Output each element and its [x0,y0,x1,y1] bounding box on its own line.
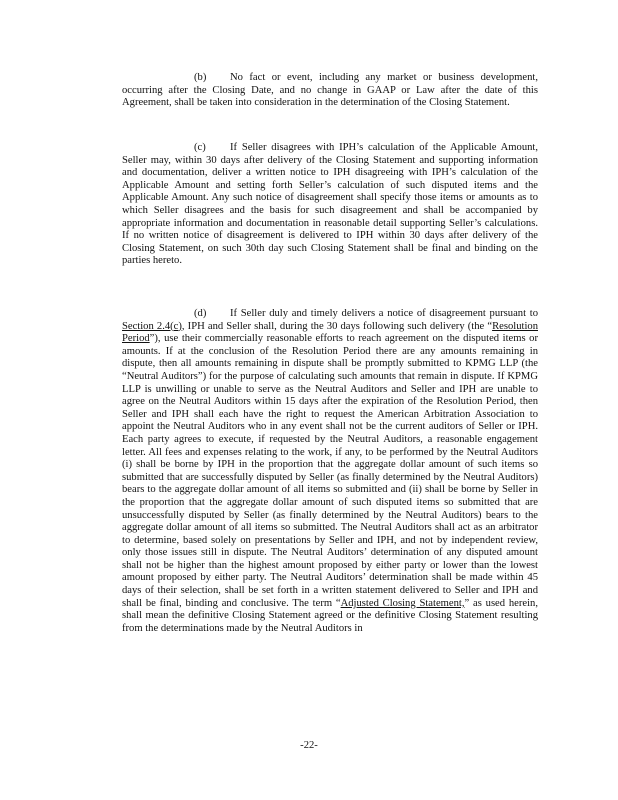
paragraph-d-text-1: If Seller duly and timely delivers a notice of disagreement pursuant to [230,308,538,319]
paragraph-b-text: No fact or event, including any market or business development, occurring after the Closing Date, and no change in GAAP or Law after the date of this Agreement, shall be taken into consideration in the determination of the Closing Statement. [122,72,538,109]
defined-term-resolution-period: Resolution Period [122,320,538,345]
paragraph-d [122,308,538,635]
paragraph-marker-c: (c) [194,142,206,153]
paragraph-b [122,72,538,110]
paragraph-d-text-3: ”), use their commercially reasonable efforts to reach agreement on the disputed items or amounts. If at the conclusion of the Resolution Period there are any amounts remaining in dispute, then all amounts remaining in dispute shall be promptly submitted to KPMG LLP (the “Neutral Auditors”) for the purpose of calculating such amounts that remain in dispute. If KPMG LLP is unwilling or unable to serve as the Neutral Auditors and Seller and IPH are unable to agree on the Neutral Auditors within 15 days after the expiration of the Resolution Period, then Seller and IPH shall each have the right to request the American Arbitration Association to appoint the Neutral Auditors who in any event shall not be the current auditors of Seller or IPH. Each party agrees to execute, if requested by the Neutral Auditors, a reasonable engagement letter. All fees and expenses relating to the work, if any, to be performed by the Neutral Auditors (i) shall be borne by IPH in the proportion that the aggregate dollar amount of such items so submitted that are successfully disputed by Seller (as finally determined by the Neutral Auditors) bears to the aggregate dollar amount of all items so submitted and (ii) shall be borne by Seller in the proportion that the aggregate dollar amount of such disputed items so submitted that are unsuccessfully disputed by Seller (as finally determined by the Neutral Auditors) bears to the aggregate dollar amount of all items so submitted. The Neutral Auditors shall act as an arbitrator to determine, based solely on presentations by Seller and IPH, and not by independent review, only those issues still in dispute. The Neutral Auditors’ determination of any disputed amount shall not be higher than the highest amount proposed by either party or lower than the lowest amount proposed by either party. The Neutral Auditors’ determination shall be made within 45 days of their selection, shall be set forth in a written statement delivered to Seller and IPH and shall be final, binding and conclusive. The term “ [122,333,538,609]
paragraph-marker-d: (d) [194,308,207,319]
page-number: -22- [300,740,318,751]
paragraph-d-text-2: , IPH and Seller shall, during the 30 days following such delivery (the “ [181,320,493,332]
paragraph-c-text: If Seller disagrees with IPH’s calculation of the Applicable Amount, Seller may, within 30 days after delivery of the Closing Statement and supporting information and documentation, deliver a written notice to IPH disagreeing with IPH’s calculation of the Applicable Amount and setting forth Seller’s calculation of such disputed items and the Applicable Amount. Any such notice of disagreement shall specify those items or amounts as to which Seller disagrees and the basis for such disagreement and shall be accompanied by appropriate information and documentation in reasonable detail supporting Seller’s calculations. If no written notice of disagreement is delivered to IPH within 30 days after delivery of the Closing Statement, on such 30th day such Closing Statement shall be final and binding on the parties hereto. [122,142,538,267]
defined-term-adjusted-closing-statement: Adjusted Closing Statement, [340,597,465,609]
paragraph-d-text-4: ” as used herein, shall mean the definitive Closing Statement agreed or the definitive Closing Statement resulting from the determinations made by the Neutral Auditors in [122,597,538,634]
paragraph-marker-b: (b) [194,72,207,83]
section-reference: Section 2.4(c) [122,320,182,332]
paragraph-c [122,142,538,268]
